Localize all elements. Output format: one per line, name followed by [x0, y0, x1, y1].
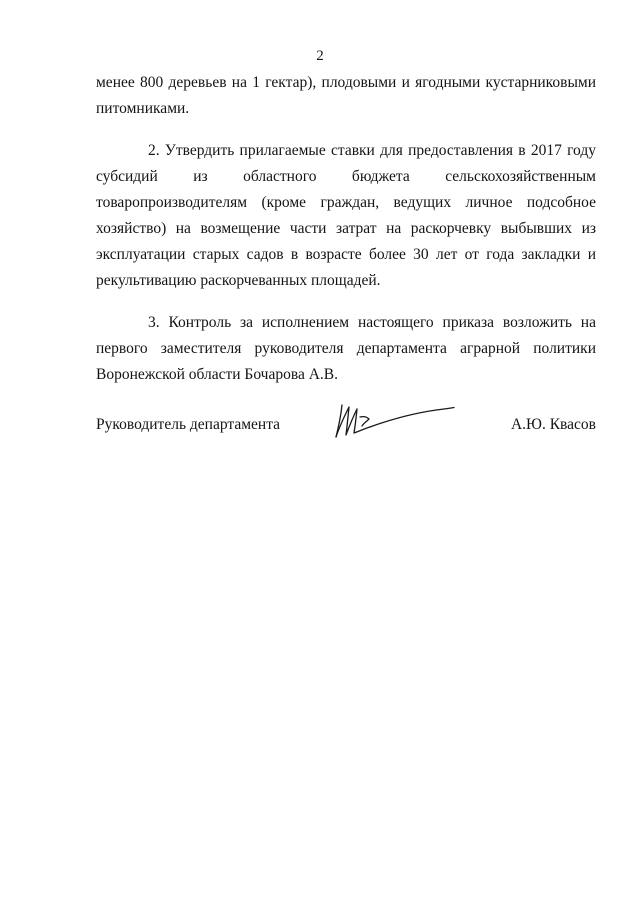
signature-block	[96, 395, 596, 455]
signatory-position: Руководитель департамента	[96, 416, 281, 433]
item-2-line-1: 2. Утвердить прилагаемые ставки для предоставления в 2017 году	[148, 142, 596, 159]
item-2-line-6: рекультивацию раскорчеванных площадей.	[96, 272, 381, 289]
signatory-name: А.Ю. Квасов	[510, 416, 596, 433]
item-2-line-3: товаропроизводителям (кроме граждан, ведущих личное подсобное	[96, 194, 596, 211]
item-3-line-1: 3. Контроль за исполнением настоящего приказа возложить на	[148, 314, 596, 331]
item-3-line-3: Воронежской области Бочарова А.В.	[96, 366, 338, 383]
paragraph-1-line-2: питомниками.	[96, 100, 190, 117]
item-2-line-4: хозяйство) на возмещение части затрат на раскорчевку выбывших из	[96, 220, 596, 237]
document-body	[96, 70, 596, 388]
item-2-line-5: эксплуатации старых садов в возрасте более 30 лет от года закладки и	[96, 246, 596, 263]
handwritten-signature	[330, 395, 460, 443]
item-3-line-2: первого заместителя руководителя департамента аграрной политики	[96, 340, 596, 357]
paragraph-1-line-1: менее 800 деревьев на 1 гектар), плодовыми и ягодными кустарниковыми	[96, 74, 596, 91]
item-2-line-2: субсидий из областного бюджета сельскохозяйственным	[96, 168, 596, 185]
page-number: 2	[316, 48, 324, 64]
